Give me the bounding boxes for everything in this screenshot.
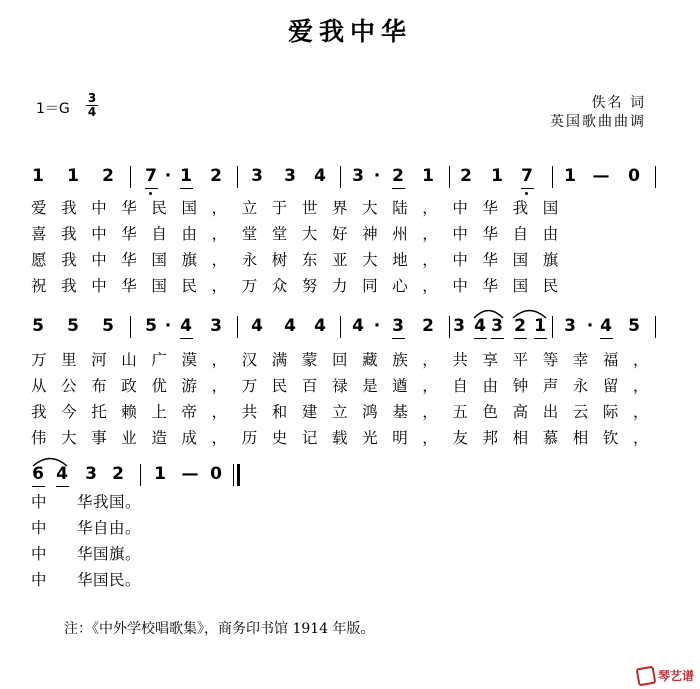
lyric-char: 我 (93, 493, 109, 511)
note: 2 (210, 166, 222, 186)
barline (655, 166, 656, 188)
lyric-char: 中 (31, 493, 47, 511)
lyric-line: 愿我中华国旗，永树东亚大地，中华国旗 (31, 251, 573, 269)
note: 1 (67, 166, 79, 186)
lyric-char: 自 (93, 519, 109, 537)
note: 3 (491, 316, 503, 336)
note: 3 (85, 464, 97, 484)
barline (449, 166, 450, 188)
lyric-char: 民 (109, 571, 125, 589)
time-signature-numerator: 3 (87, 91, 97, 105)
note: 1 (564, 166, 576, 186)
lyric-char: 华 (77, 519, 93, 537)
footnote: 注：《中外学校唱歌集》，商务印书馆 1914 年版。 (64, 621, 375, 637)
underline-mark (180, 188, 193, 189)
barline (140, 464, 141, 486)
note: 4 (314, 316, 326, 336)
lyric-line (31, 516, 141, 538)
lyric-line: 我今托赖上帝，共和建立鸿基，五色高出云际， (31, 403, 664, 421)
composer-credit: 英国歌曲曲调 (550, 114, 646, 130)
note: 4 (56, 464, 68, 484)
note: 3 (352, 166, 364, 186)
note: 5 (145, 316, 157, 336)
lyric-char: 华 (77, 571, 93, 589)
underline-mark (491, 338, 504, 339)
time-signature-denominator: 4 (87, 105, 97, 119)
lyric-line: 万里河山广漠，汉满蒙回藏族，共享平等幸福， (31, 351, 664, 369)
underline-mark (514, 338, 527, 339)
lyric-line: 伟大事业造成，历史记载光明，友邦相慕相钦， (31, 429, 664, 447)
note: 1 (180, 166, 192, 186)
watermark-logo (637, 667, 694, 686)
note: 2 (514, 316, 526, 336)
note: 2 (102, 166, 114, 186)
logo-icon (636, 666, 657, 687)
key-signature: 1＝G (36, 101, 70, 117)
note: 2 (460, 166, 472, 186)
lyric-char: 。 (125, 571, 141, 589)
underline-mark (534, 338, 547, 339)
note: 4 (314, 166, 326, 186)
note: 1 (491, 166, 503, 186)
note: — (181, 464, 199, 484)
barline (340, 166, 341, 188)
lyric-line (31, 568, 141, 590)
note: 4 (251, 316, 263, 336)
lyric-char: 国 (109, 493, 125, 511)
note: 3 (251, 166, 263, 186)
lyricist-credit: 佚名 词 (591, 95, 646, 111)
barline (340, 316, 341, 338)
underline-mark (180, 338, 193, 339)
lyric-char: 中 (31, 519, 47, 537)
underline-mark (392, 338, 405, 339)
octave-dot (525, 192, 528, 195)
note: 3 (392, 316, 404, 336)
lyric-line (31, 542, 141, 564)
note: 3 (210, 316, 222, 336)
score-row (0, 166, 700, 190)
barline (552, 316, 553, 338)
note: · (164, 166, 172, 186)
note: 2 (392, 166, 404, 186)
lyric-char: 旗 (109, 545, 125, 563)
barline (130, 316, 131, 338)
barline (237, 316, 238, 338)
note: 1 (422, 166, 434, 186)
lyric-char: 中 (31, 571, 47, 589)
score-row (0, 316, 700, 340)
lyric-line: 祝我中华国民，万众努力同心，中华国民 (31, 277, 573, 295)
final-barline (237, 464, 240, 486)
song-title: 爱我中华 (287, 17, 412, 46)
note: — (592, 166, 610, 186)
barline (552, 166, 553, 188)
note: 2 (112, 464, 124, 484)
lyric-char: 。 (125, 545, 141, 563)
lyric-char: 国 (93, 571, 109, 589)
note: 7 (145, 166, 157, 186)
note: 6 (32, 464, 44, 484)
note: 5 (67, 316, 79, 336)
barline (237, 166, 238, 188)
barline (233, 464, 234, 486)
note: 1 (534, 316, 546, 336)
note: 7 (521, 166, 533, 186)
lyric-char: 。 (125, 493, 141, 511)
lyric-char: 中 (31, 545, 47, 563)
note: 4 (180, 316, 192, 336)
underline-mark (521, 188, 534, 189)
underline-mark (474, 338, 487, 339)
underline-mark (145, 188, 158, 189)
note: · (373, 316, 381, 336)
note: 5 (32, 316, 44, 336)
score-row (0, 464, 700, 488)
note: 1 (32, 166, 44, 186)
underline-mark (600, 338, 613, 339)
watermark-text: 琴艺谱 (657, 668, 694, 683)
note: · (586, 316, 594, 336)
note: 5 (628, 316, 640, 336)
note: · (373, 166, 381, 186)
note: 4 (600, 316, 612, 336)
lyric-line: 喜我中华自由，堂堂大好神州，中华自由 (31, 225, 573, 243)
time-signature (86, 92, 98, 119)
note: 4 (284, 316, 296, 336)
note: 0 (628, 166, 640, 186)
note: · (164, 316, 172, 336)
lyric-char: 华 (77, 493, 93, 511)
barline (655, 316, 656, 338)
note: 3 (284, 166, 296, 186)
barline (130, 166, 131, 188)
lyric-char: 由 (109, 519, 125, 537)
note: 0 (210, 464, 222, 484)
note: 3 (453, 316, 465, 336)
note: 4 (474, 316, 486, 336)
lyric-line (31, 490, 141, 512)
octave-dot (149, 192, 152, 195)
underline-mark (56, 486, 69, 487)
lyric-line: 爱我中华民国，立于世界大陆，中华我国 (31, 199, 573, 217)
slur-mark (32, 455, 68, 467)
lyric-char: 华 (77, 545, 93, 563)
note: 2 (422, 316, 434, 336)
note: 3 (564, 316, 576, 336)
note: 4 (352, 316, 364, 336)
note: 5 (102, 316, 114, 336)
underline-mark (392, 188, 405, 189)
note: 1 (154, 464, 166, 484)
underline-mark (32, 486, 45, 487)
slur-mark (512, 307, 547, 319)
slur-mark (473, 307, 504, 319)
lyric-line: 从公布政优游，万民百禄是遒，自由钟声永留， (31, 377, 664, 395)
lyric-char: 。 (125, 519, 141, 537)
lyric-char: 国 (93, 545, 109, 563)
